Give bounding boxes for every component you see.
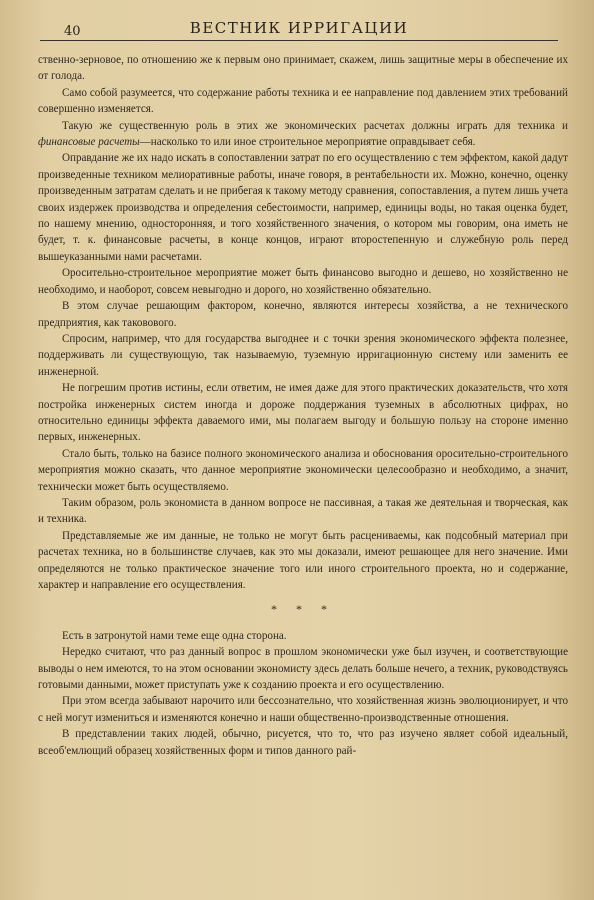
paragraph: Оправдание же их надо искать в сопоставлении затрат по его осуществлению с тем эффектом, какой дадут произведенные техником мелиоративные работы, иначе говоря, в рентабельности их. Можно, конечно, оценку произведенным затратам сделать и не прибегая к такому методу сравнения, сопоставления, а путем лишь учета своих издержек производства и определения себестоимости, например, единицы воды, но такая оценка будет, по нашему мнению, односторонняя, и того хозяйственного значения, о котором мы говорим, она иметь не будет, т. к. финансовые расчеты, в конце концов, играют второстепенную и служебную роль перед вышеуказанными нами расчетами. xyxy=(38,152,568,263)
paragraph: Не погрешим против истины, если ответим, не имея даже для этого практических доказательств, что хотя постройка инженерных систем иногда и дороже поддержания туземных в абсолютных цифрах, но относительно единицы эффекта даваемого ими, мы полагаем выгоду и большую пользу на стороне именно первых, инженерных. xyxy=(38,382,568,444)
paragraph: В этом случае решающим фактором, конечно, являются интересы хозяйства, а не технического предприятия, как таковового. xyxy=(38,300,568,329)
paragraph: При этом всегда забывают нарочито или бессознательно, что хозяйственная жизнь эволюционирует, и что с ней могут измениться и изменяются конечно и наши общественно-производственные отношения. xyxy=(38,695,568,724)
paragraph-text: Такую же существенную роль в этих же экономических расчетах должны играть для техника и xyxy=(62,119,568,132)
paragraph: Представляемые же им данные, не только не могут быть расцениваемы, как подсобный материал при расчетах техника, но в большинстве случаев, как это мы доказали, имеют решающее для него значение. Ими определяются не только практическое значение того или иного строительного проекта, но и содержание, характер и направление его осуществления. xyxy=(38,529,568,591)
paragraph: Оросительно-строительное мероприятие может быть финансово выгодно и дешево, но хозяйственно не необходимо, и наоборот, совсем невыгодно и дорого, но хозяйственно обязательно. xyxy=(38,267,568,296)
article-body xyxy=(38,52,568,759)
section-divider: * * * xyxy=(271,602,335,617)
paragraph: В представлении таких людей, обычно, рисуется, что то, что раз изучено являет собой идеальный, всеоб'емлющий образец хозяйственных форм и типов данного рай- xyxy=(38,728,568,757)
page-header xyxy=(40,14,558,41)
italic-phrase: финансовые расчеты xyxy=(38,136,140,149)
paragraph xyxy=(38,118,568,151)
paragraph: Само собой разумеется, что содержание работы техника и ее направление под давлением этих требований совершенно изменяется. xyxy=(38,86,568,116)
paragraph-text: —насколько то или иное строительное мероприятие оправдывает себя. xyxy=(139,136,476,149)
paragraph: Таким образом, роль экономиста в данном вопросе не пассивная, а такая же деятельная и творческая, как и техника. xyxy=(38,496,568,526)
journal-title: ВЕСТНИК ИРРИГАЦИИ xyxy=(189,19,409,37)
paragraph: ственно-зерновое, по отношению же к первым оно принимает, скажем, лишь защитные меры в обеспечение их от голода. xyxy=(38,54,568,83)
paragraph: Нередко считают, что раз данный вопрос в прошлом экономически уже был изучен, и соответствующие выводы о нем имеются, то на этом основании экономисту здесь делать больше нечего, а техник, руководствуясь готовыми данными, может приступать уже к созданию проекта и его осуществлению. xyxy=(38,646,568,692)
paragraph: Спросим, например, что для государства выгоднее и с точки зрения экономического эффекта полезнее, поддерживать ли существующую, так называемую, туземную ирригационную систему или заменить ее инженерной. xyxy=(38,332,568,378)
page-number: 40 xyxy=(64,24,81,39)
paragraph: Стало быть, только на базисе полного экономического анализа и обоснования оросительно-строительного мероприятия можно сказать, что данное мероприятие экономически целесообразно и необходимо, а значит, технически может быть осуществляемо. xyxy=(38,447,568,493)
paragraph: Есть в затронутой нами теме еще одна сторона. xyxy=(62,629,287,642)
